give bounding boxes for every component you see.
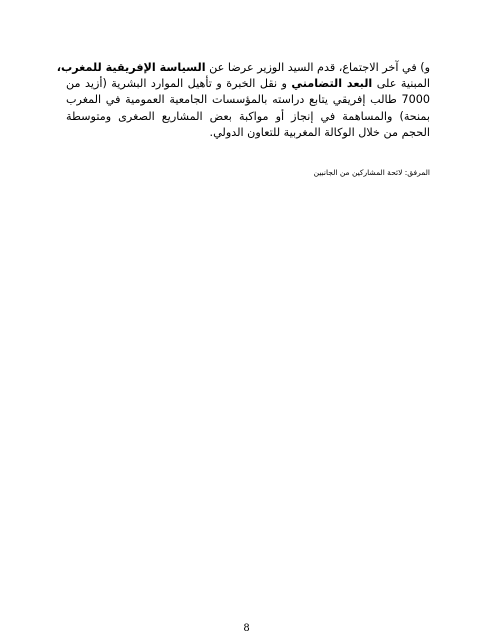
page-number: 8 xyxy=(243,623,250,634)
line2-suffix-text: و نقل الخبرة و تأهيل الموارد البشرية (أزيد من xyxy=(66,77,292,91)
solidarity-dimension-bold: البعد التضامني xyxy=(291,77,373,91)
paragraph-line-1 xyxy=(56,60,430,76)
attachment-note: المرفق: لائحة المشاركين من الجانبين xyxy=(313,168,430,177)
paragraph-line-2 xyxy=(66,76,430,92)
paragraph-line-5: الحجم من خلال الوكالة المغربية للتعاون الدولي. xyxy=(209,125,430,139)
paragraph-line-4: بمنحة) والمساهمة في إنجاز أو مواكبة بعض المشاريع الصغرى ومتوسطة xyxy=(66,109,430,123)
paragraph-line-3: 7000 طالب إفريقي يتابع دراسته بالمؤسسات الجامعية العمومية في المغرب xyxy=(66,93,430,107)
african-policy-bold: السياسة الإفريقية للمغرب، xyxy=(56,61,206,74)
line2-prefix-text: المبنية على xyxy=(372,77,430,91)
body-paragraph xyxy=(56,60,430,141)
line1-text: و) في آخر الاجتماع، قدم السيد الوزير عرضا عن xyxy=(205,61,430,74)
